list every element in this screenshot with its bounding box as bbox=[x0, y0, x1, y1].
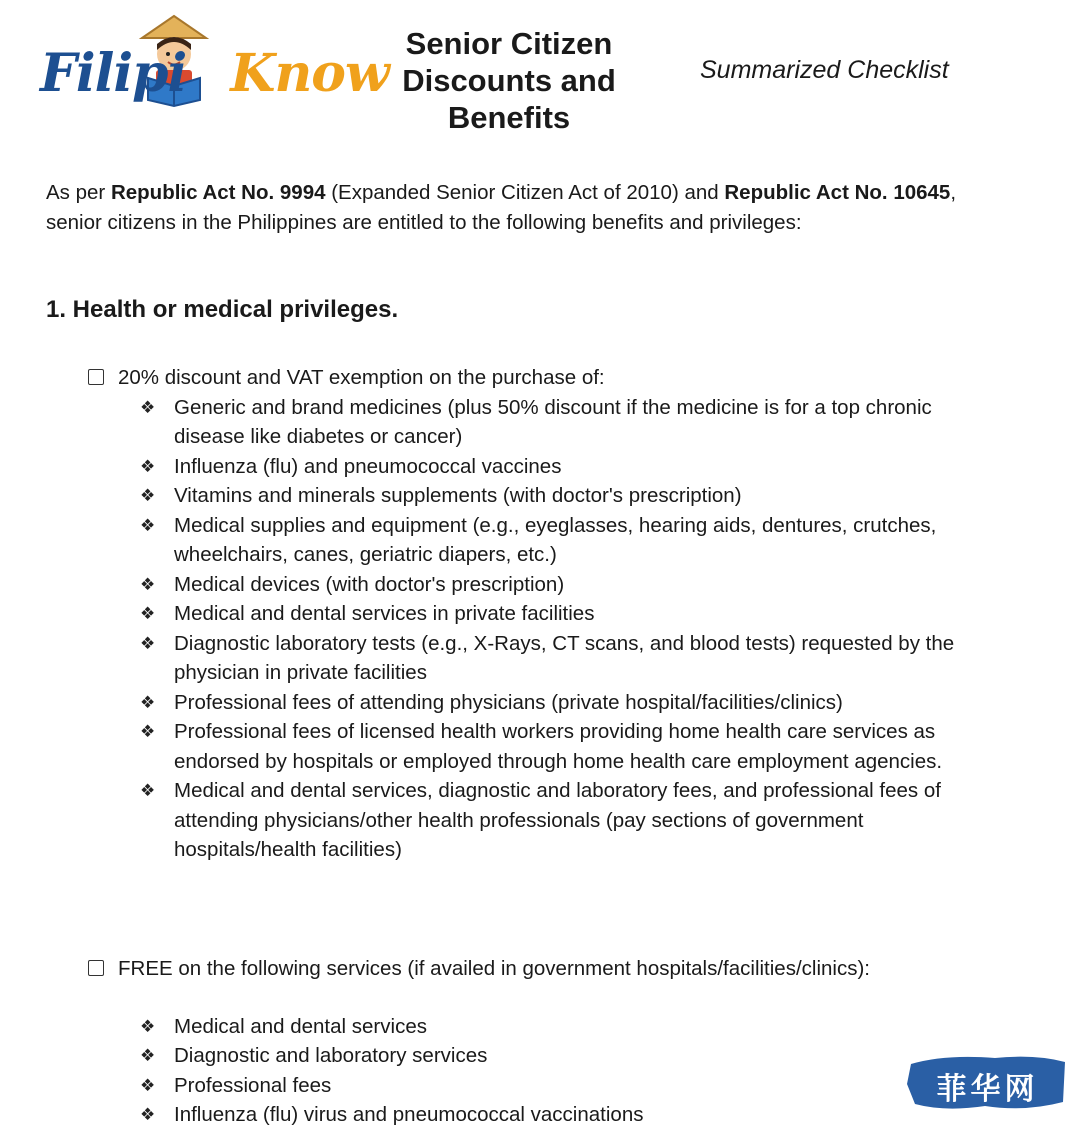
discount-item-1 bbox=[140, 393, 1006, 452]
discount-item-text: Influenza (flu) and pneumococcal vaccines bbox=[174, 454, 562, 478]
diamond-bullet-icon: ❖ bbox=[140, 781, 156, 800]
intro-paragraph bbox=[46, 178, 1006, 238]
diamond-bullet-icon: ❖ bbox=[140, 692, 156, 712]
diamond-bullet-icon: ❖ bbox=[140, 633, 156, 653]
discount-item-4 bbox=[140, 511, 1006, 570]
watermark-text: 菲华网 bbox=[936, 1072, 1039, 1107]
filipiknow-logo bbox=[36, 8, 389, 118]
section-heading-health: 1. Health or medical privileges. bbox=[46, 296, 399, 323]
discount-item-text: Medical devices (with doctor's prescription) bbox=[174, 572, 565, 596]
discount-item-2 bbox=[140, 452, 1006, 482]
checklist-label-discounts: 20% discount and VAT exemption on the purchase of: bbox=[118, 366, 605, 389]
discount-item-text: Vitamins and minerals supplements (with doctor's prescription) bbox=[174, 484, 742, 507]
checkbox-discounts[interactable] bbox=[88, 369, 104, 385]
discount-item-7 bbox=[140, 629, 1006, 688]
logo-text-know: Know bbox=[230, 43, 389, 104]
page-title: Senior Citizen Discounts and Benefits bbox=[402, 26, 616, 135]
free-service-item-text: Diagnostic and laboratory services bbox=[174, 1044, 488, 1067]
diamond-bullet-icon: ❖ bbox=[140, 722, 156, 741]
discount-item-9 bbox=[140, 717, 1006, 776]
site-watermark bbox=[905, 1050, 1070, 1116]
free-service-item-1 bbox=[140, 1012, 1006, 1042]
page-subtitle: Summarized Checklist bbox=[700, 56, 949, 84]
diamond-bullet-icon: ❖ bbox=[140, 574, 156, 594]
diamond-bullet-icon: ❖ bbox=[140, 604, 156, 623]
free-service-item-text: Medical and dental services bbox=[174, 1014, 427, 1038]
discount-item-5 bbox=[140, 570, 1006, 600]
republic-act-9994: Republic Act No. 9994 bbox=[110, 181, 326, 204]
intro-text-3: , senior citizens in the Philippines are entitled to the following benefits and privileges: bbox=[46, 181, 957, 234]
checklist-label-free-services: FREE on the following services (if availed in government hospitals/facilities/clinics): bbox=[118, 957, 870, 980]
discount-item-3 bbox=[140, 481, 1006, 511]
diamond-bullet-icon: ❖ bbox=[140, 486, 156, 505]
discount-item-10 bbox=[140, 776, 1006, 865]
diamond-bullet-icon: ❖ bbox=[140, 456, 156, 476]
discount-item-text: Medical supplies and equipment (e.g., eyeglasses, hearing aids, dentures, crutches, wheelchairs, canes, geriatric diapers, etc.) bbox=[174, 513, 937, 566]
discount-item-8 bbox=[140, 688, 1006, 718]
republic-act-10645: Republic Act No. 10645 bbox=[724, 181, 951, 204]
discount-item-text: Professional fees of attending physicians (private hospital/facilities/clinics) bbox=[174, 690, 843, 714]
discount-item-text: Diagnostic laboratory tests (e.g., X-Rays, CT scans, and blood tests) requested by the physician in private facilities bbox=[174, 631, 955, 684]
free-services-list bbox=[86, 1012, 1006, 1130]
discount-item-text: Professional fees of licensed health workers providing home health care services as endorsed by hospitals or employed through home health care employment agencies. bbox=[174, 720, 943, 773]
diamond-bullet-icon: ❖ bbox=[140, 397, 156, 417]
checklist-group-free-services bbox=[86, 954, 1006, 1130]
diamond-bullet-icon: ❖ bbox=[140, 1046, 156, 1065]
discount-item-text: Medical and dental services, diagnostic and laboratory fees, and professional fees of attending physicians/other health professionals (pay sections of government hospitals/health facilities) bbox=[174, 779, 941, 861]
free-service-item-text: Influenza (flu) virus and pneumococcal vaccinations bbox=[174, 1103, 644, 1126]
discount-item-6 bbox=[140, 599, 1006, 629]
diamond-bullet-icon: ❖ bbox=[140, 1105, 156, 1124]
diamond-bullet-icon: ❖ bbox=[140, 1016, 156, 1036]
checklist-group-discounts bbox=[86, 363, 1006, 865]
diamond-bullet-icon: ❖ bbox=[140, 515, 156, 535]
intro-text-1: As per bbox=[46, 181, 111, 204]
free-service-item-4 bbox=[140, 1100, 1006, 1130]
discount-item-text: Generic and brand medicines (plus 50% discount if the medicine is for a top chronic disease like diabetes or cancer) bbox=[174, 395, 932, 448]
free-service-item-2 bbox=[140, 1041, 1006, 1071]
checkbox-free-services[interactable] bbox=[88, 960, 104, 976]
logo-text-filipi: Filipi bbox=[40, 43, 187, 104]
diamond-bullet-icon: ❖ bbox=[140, 1075, 156, 1095]
discount-items-list bbox=[86, 393, 1006, 865]
discount-item-text: Medical and dental services in private facilities bbox=[174, 602, 595, 625]
checklist-item-free-services bbox=[86, 954, 1006, 984]
free-service-item-3 bbox=[140, 1071, 1006, 1101]
checklist-item-discounts bbox=[86, 363, 1006, 393]
free-service-item-text: Professional fees bbox=[174, 1073, 332, 1097]
intro-text-2: (Expanded Senior Citizen Act of 2010) and bbox=[325, 181, 725, 204]
